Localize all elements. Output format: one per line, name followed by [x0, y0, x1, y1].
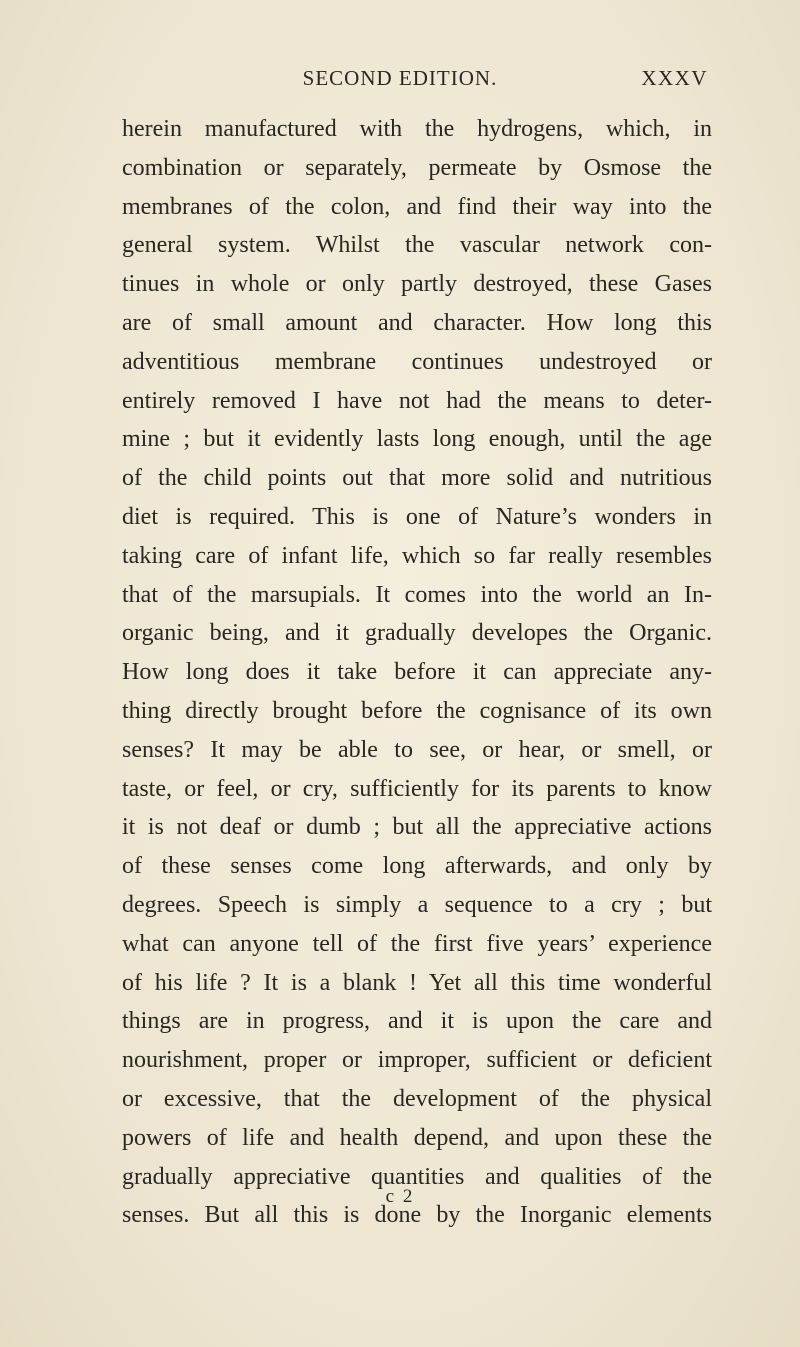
text-line: of the child points out that more solid and nutritious	[122, 465, 712, 492]
text-line: herein manufactured with the hydrogens, which, in	[122, 116, 712, 142]
text-line: things are in progress, and it is upon the care and	[122, 1008, 712, 1035]
text-line: gradually appreciative quantities and qualities of the	[122, 1163, 712, 1190]
page-number: XXXV	[641, 66, 708, 90]
text-line: powers of life and health depend, and upon these the	[122, 1124, 712, 1151]
text-line: that of the marsupials. It comes into the world an In-	[122, 581, 712, 608]
text-line: of these senses come long afterwards, and only by	[122, 853, 712, 880]
text-line: or excessive, that the development of the physical	[122, 1085, 712, 1112]
text-line: mine ; but it evidently lasts long enough, until the age	[122, 426, 712, 453]
text-line: taste, or feel, or cry, sufficiently for its parents to know	[122, 775, 712, 802]
text-line: adventitious membrane continues undestroyed or	[122, 348, 712, 375]
text-line: degrees. Speech is simply a sequence to a cry ; but	[122, 891, 712, 918]
text-line: How long does it take before it can appreciate any-	[122, 659, 712, 686]
text-line: organic being, and it gradually developes the Organic.	[122, 620, 712, 647]
text-line: what can anyone tell of the first five years’ experience	[122, 930, 712, 957]
text-line: taking care of infant life, which so far really resembles	[122, 542, 712, 569]
text-line: tinues in whole or only partly destroyed, these Gases	[122, 271, 712, 298]
text-line: senses. But all this is done by the Inorganic elements	[122, 1202, 712, 1229]
running-title: SECOND EDITION.	[302, 66, 498, 90]
text-line: senses? It may be able to see, or hear, or smell, or	[122, 736, 712, 763]
signature-mark: c 2	[385, 1186, 415, 1207]
text-line: it is not deaf or dumb ; but all the appreciative actions	[122, 814, 712, 841]
body-text	[122, 110, 712, 1235]
text-line: are of small amount and character. How long this	[122, 309, 712, 336]
text-line: membranes of the colon, and find their way into the	[122, 193, 712, 220]
text-line: nourishment, proper or improper, sufficient or deficient	[122, 1047, 712, 1074]
text-line: combination or separately, permeate by Osmose the	[122, 154, 712, 181]
text-line: entirely removed I have not had the means to deter-	[122, 387, 712, 414]
text-line: of his life ? It is a blank ! Yet all this time wonderful	[122, 969, 712, 996]
text-line: thing directly brought before the cognisance of its own	[122, 697, 712, 724]
text-line: general system. Whilst the vascular network con-	[122, 232, 712, 259]
text-line: diet is required. This is one of Nature’s wonders in	[122, 503, 712, 530]
running-head	[0, 66, 800, 96]
